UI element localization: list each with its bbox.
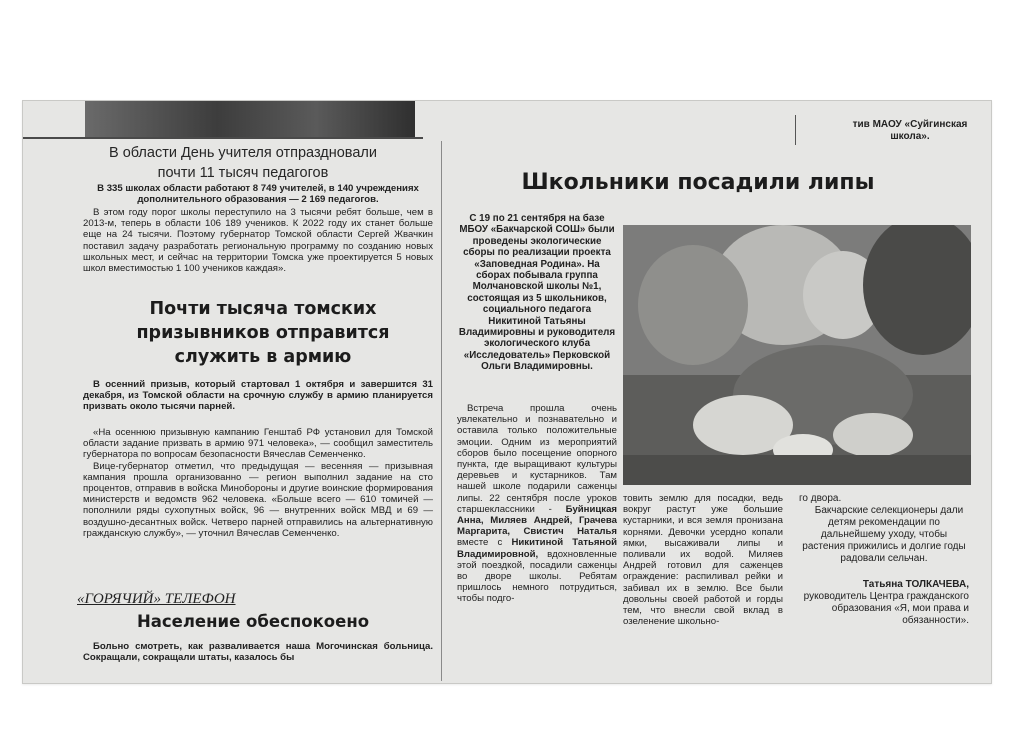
limes-col1-text bbox=[457, 403, 617, 605]
limes-col3-start: го двора. bbox=[799, 493, 842, 504]
top-divider bbox=[23, 137, 423, 139]
limes-col1-c: вдохновленные этой поездкой, посадили саженцы во дворе школы. Ребятам пришлось немного потрудиться, чтобы подго- bbox=[457, 548, 617, 605]
author-name: Татьяна ТОЛКАЧЕВА, bbox=[862, 579, 969, 590]
limes-student-names: Буйницкая Анна, Миляев Андрей, Грачева Маргарита, Свистич Наталья bbox=[457, 503, 617, 538]
teachers-body: В этом году порог школы переступило на 3 тысячи ребят больше, чем в 2013-м, теперь в области 106 189 учеников. К 2022 году их станет больше еще на 24 тысячи. Поэтому губернатор Томской области Сергей Жвачкин поставил задачу разработать региональную программу по созданию новых школьных мест, и сейчас на территории Томска уже проектируется 5 новых школ вместимостью 1 100 учеников каждая». bbox=[83, 207, 433, 275]
hotline-headline: Население обеспокоено bbox=[136, 612, 370, 631]
army-body bbox=[83, 427, 433, 539]
teachers-headline-1: В области День учителя отпраздновали bbox=[109, 145, 377, 161]
limes-column-3 bbox=[799, 493, 969, 627]
students-planting-photo bbox=[623, 225, 971, 485]
teachers-lead: В 335 школах области работают 8 749 учителей, в 140 учреждениях дополнительного образования — 2 169 педагогов. bbox=[97, 183, 419, 206]
hotline-rubric: «ГОРЯЧИЙ» ТЕЛЕФОН bbox=[77, 591, 236, 607]
author-role: руководитель Центра гражданского образования «Я, мои права и обязанности». bbox=[803, 591, 969, 626]
army-paragraph-1: «На осеннюю призывную кампанию Генштаб РФ установил для Томской области задание призвать в армию 971 человека», — сообщил заместитель губернатора по вопросам безопасности Вячеслав Семенченко. bbox=[83, 427, 433, 461]
top-right-rule bbox=[795, 115, 796, 145]
limes-column-2: товить землю для посадки, ведь вокруг растут уже большие кустарники, и вся земля пронизана корнями. Девочки усердно копали ямки, высаживали липы и поливали их водой. Миляев Андрей готовил для саженцев ограждение: распиливал рейки и забивал их в землю. Все были довольны своей работой и горды тем, что внесли свой вклад в озеленение школьно- bbox=[623, 493, 783, 628]
column-divider bbox=[441, 141, 442, 681]
limes-col3-paragraph: Бакчарские селекционеры дали детям рекомендации по дальнейшему уходу, чтобы растения прижились и долгие годы радовали сельчан. bbox=[802, 505, 966, 564]
limes-col1-b: вместе с bbox=[457, 537, 503, 549]
top-right-caption: тив МАОУ «Суйгинская школа». bbox=[852, 119, 968, 142]
top-photo-fragment bbox=[85, 101, 415, 139]
limes-headline: Школьники посадили липы bbox=[521, 170, 875, 195]
newspaper-clipping bbox=[22, 100, 992, 684]
hotline-lead: Больно смотреть, как разваливается наша Могочинская больница. Сокращали, сокращали штаты, казалось бы bbox=[83, 641, 433, 664]
teachers-headline-2: почти 11 тысяч педагогов bbox=[157, 165, 329, 181]
photo-illustration bbox=[623, 225, 971, 485]
limes-teacher-name: Никитиной Татьяной Владимировной, bbox=[457, 537, 617, 560]
army-headline: Почти тысяча томских призывников отправится служить в армию bbox=[136, 299, 390, 367]
army-paragraph-2: Вице-губернатор отметил, что предыдущая — весенняя — призывная кампания прошла организованно — регион выполнил задание на сто процентов, отправив в войска Минобороны и другие воинские формирования министерств и ведомств 962 человека. «Больше всего — 610 томичей — пополнили ряды сухопутных войск, 96 — внутренних войск МВД и 69 — воздушно-десантных войск. Четверо парней отправились на альтернативную гражданскую службу», — уточнил Вячеслав Семенченко. bbox=[83, 460, 433, 539]
limes-col1-a: Встреча прошла очень увлекательно и познавательно и оставила только положительные эмоции. Одним из мероприятий сборов было посещение опорного пункта, где выращивают культуры деревьев и кустарников. Там нашей школе подарили саженцы липы. 22 сентября после уроков старшеклассники - bbox=[457, 403, 617, 515]
limes-lead: С 19 по 21 сентября на базе МБОУ «Бакчарской СОШ» были проведены экологические сборы по реализации проекта «Заповедная Родина». На сборах побывала группа Молчановской школы №1, состоящая из 5 школьников, социального педагога Никитиной Татьяны Владимировны и руководителя экологического клуба «Исследователь» Перковской Ольги Владимировны. bbox=[458, 213, 616, 373]
limes-column-1 bbox=[457, 403, 617, 605]
army-lead: В осенний призыв, который стартовал 1 октября и завершится 31 декабря, из Томской области на срочную службу в армию планируется призвать около тысячи парней. bbox=[83, 379, 433, 413]
